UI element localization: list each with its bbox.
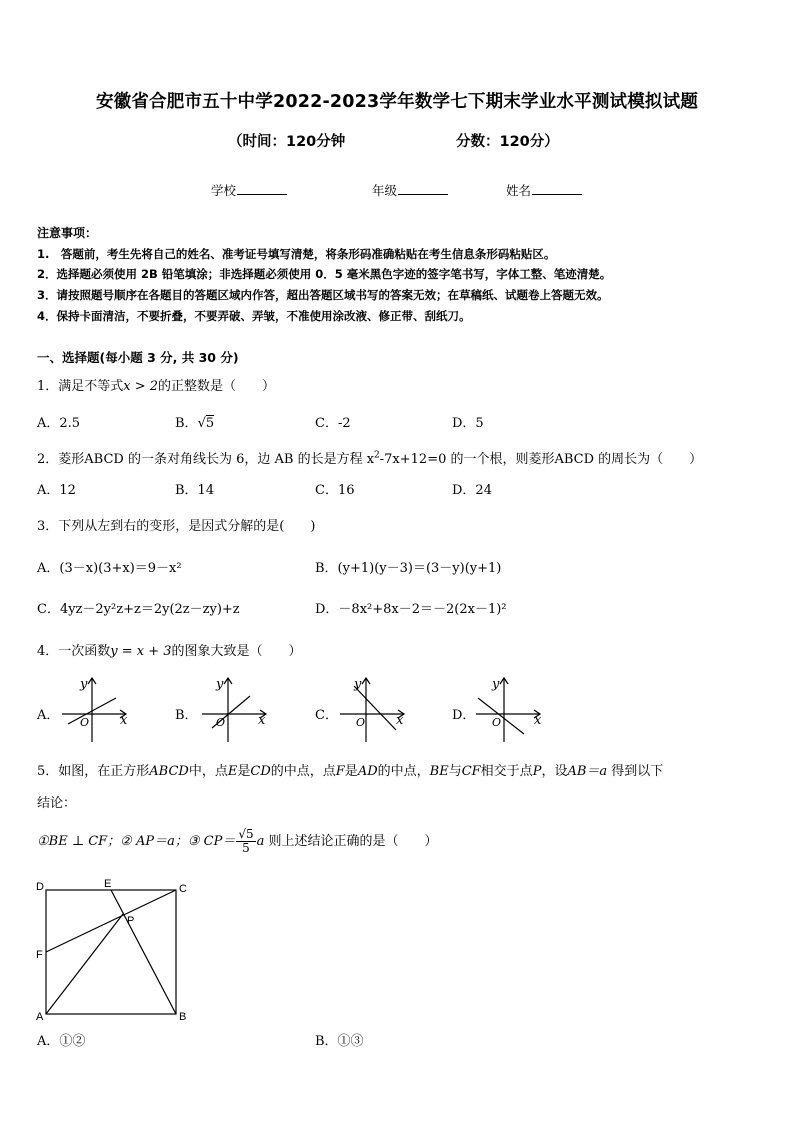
q5-option-b[interactable]: B．①③ bbox=[315, 1034, 364, 1049]
q5-square-figure bbox=[34, 878, 194, 1023]
axis-y-label: y bbox=[354, 677, 362, 692]
grade-label: 年级 bbox=[372, 183, 398, 198]
point-p-label: P bbox=[127, 915, 135, 927]
q5-math: CF bbox=[461, 764, 481, 779]
exam-time: （时间：120分钟 bbox=[228, 134, 346, 150]
q1-option-a[interactable]: A．2.5 bbox=[37, 416, 81, 431]
q5-math: F bbox=[335, 764, 345, 779]
q4-math: y = x + 3 bbox=[110, 644, 172, 659]
q5-conclusion-1: ①BE ⊥ CF bbox=[37, 834, 108, 850]
q4-option-a[interactable]: A． bbox=[37, 708, 60, 723]
axis-x-label: x bbox=[396, 713, 404, 728]
question-5-line2: 结论： bbox=[37, 796, 77, 811]
q5-text: 的中点，点 bbox=[270, 764, 336, 779]
q4-option-d[interactable]: D． bbox=[452, 708, 476, 723]
q2-option-c[interactable]: C．16 bbox=[315, 483, 355, 498]
q5-text: 5．如图，在正方形 bbox=[37, 764, 150, 779]
note-item: 2．选择题必须使用 2B 铅笔填涂；非选择题必须使用 0．5 毫米黑色字迹的签字笔书写，字体工整、笔迹清楚。 bbox=[37, 267, 612, 281]
q5-math: AD bbox=[357, 764, 378, 779]
question-5-line1 bbox=[37, 760, 663, 779]
q4-graph-b bbox=[198, 674, 278, 744]
q4-graph-a bbox=[58, 674, 138, 744]
axis-y-label: y bbox=[80, 677, 88, 692]
q5-text: 中，点 bbox=[188, 764, 228, 779]
grade-field bbox=[372, 181, 448, 199]
q5-conclusion-2: ；② AP＝a bbox=[107, 834, 175, 850]
origin-label: O bbox=[80, 716, 90, 729]
q4-pre: 4．一次函数 bbox=[37, 644, 111, 659]
sqrt-icon: √ bbox=[197, 416, 206, 431]
axis-x-label: x bbox=[120, 713, 128, 728]
q5-text: 是 bbox=[344, 764, 358, 779]
q3-option-d[interactable]: D．－8x²+8x－2＝－2(2x－1)² bbox=[315, 602, 507, 617]
note-item: 1. 答题前，考生先将自己的姓名、准考证号填写清楚，将条形码准确粘贴在考生信息条形码粘贴区。 bbox=[37, 247, 556, 261]
school-blank[interactable] bbox=[237, 182, 287, 195]
point-c-label: C bbox=[179, 883, 187, 895]
point-d-label: D bbox=[36, 881, 44, 893]
point-a-label: A bbox=[36, 1011, 44, 1023]
line-be bbox=[111, 890, 176, 1014]
origin-label: O bbox=[356, 716, 366, 729]
axis-x-label: x bbox=[258, 713, 266, 728]
q4-graph-d bbox=[472, 674, 552, 744]
q5-math: AB＝a bbox=[567, 764, 608, 779]
school-field bbox=[211, 181, 287, 199]
q2-option-b[interactable]: B．14 bbox=[175, 483, 215, 498]
grade-blank[interactable] bbox=[398, 182, 448, 195]
q5-text: 的中点， bbox=[377, 764, 430, 779]
question-5-conclusions bbox=[37, 828, 438, 855]
q5-post: 则上述结论正确的是（ ） bbox=[264, 834, 438, 850]
q5-option-a[interactable]: A．①② bbox=[37, 1034, 86, 1049]
q5-text: ，设 bbox=[541, 764, 568, 779]
exam-title: 安徽省合肥市五十中学2022-2023学年数学七下期末学业水平测试模拟试题 bbox=[95, 92, 699, 112]
square-abcd bbox=[46, 890, 176, 1014]
question-3: 3．下列从左到右的变形，是因式分解的是( ) bbox=[37, 519, 316, 534]
origin-label: O bbox=[492, 716, 502, 729]
q2-text-a: 2．菱形ABCD 的一条对角线长为 6，边 AB 的长是方程 x bbox=[37, 452, 375, 467]
q5-fraction bbox=[236, 828, 255, 855]
q2-sup: 2 bbox=[374, 450, 380, 461]
note-item: 3．请按照题号顺序在各题目的答题区域内作答，超出答题区域书写的答案无效；在草稿纸、试题卷上答题无效。 bbox=[37, 288, 609, 302]
q1-option-b-label: B． bbox=[175, 416, 198, 431]
question-4 bbox=[37, 640, 302, 659]
q2-option-a[interactable]: A．12 bbox=[37, 483, 76, 498]
q1-pre: 1．满足不等式 bbox=[37, 379, 124, 394]
name-field bbox=[506, 181, 582, 199]
q5-text: 是 bbox=[237, 764, 251, 779]
point-b-label: B bbox=[179, 1011, 187, 1023]
q5-math: P bbox=[532, 764, 542, 779]
q3-option-a[interactable]: A．(3－x)(3+x)＝9－x² bbox=[37, 561, 182, 576]
q5-conclusion-3: ；③ CP＝ bbox=[174, 834, 236, 850]
q5-math: E bbox=[227, 764, 238, 779]
line-cf bbox=[46, 890, 176, 952]
q4-option-c[interactable]: C． bbox=[315, 708, 338, 723]
question-1 bbox=[37, 375, 275, 394]
q5-math: CD bbox=[250, 764, 271, 779]
q1-option-d[interactable]: D．5 bbox=[452, 416, 484, 431]
point-e-label: E bbox=[104, 878, 112, 890]
q3-option-c[interactable]: C．4yz－2y²z+z＝2y(2z－zy)+z bbox=[37, 602, 240, 617]
q3-option-b[interactable]: B．(y+1)(y－3)＝(3－y)(y+1) bbox=[315, 561, 502, 576]
notes-heading: 注意事项： bbox=[37, 226, 98, 240]
q5-math: ABCD bbox=[149, 764, 189, 779]
q4-option-b[interactable]: B． bbox=[175, 708, 198, 723]
exam-score: 分数：120分） bbox=[456, 134, 559, 150]
q5-text: 得到以下 bbox=[607, 764, 664, 779]
q5-text: 与 bbox=[448, 764, 462, 779]
axis-y-label: y bbox=[216, 677, 224, 692]
q2-option-d[interactable]: D．24 bbox=[452, 483, 492, 498]
question-2 bbox=[37, 448, 702, 467]
q1-sqrt-arg: 5 bbox=[205, 416, 215, 431]
point-f-label: F bbox=[36, 949, 43, 961]
origin-label: O bbox=[216, 716, 226, 729]
axis-x-label: x bbox=[534, 713, 542, 728]
q1-option-c[interactable]: C．-2 bbox=[315, 416, 351, 431]
q5-math: BE bbox=[429, 764, 449, 779]
school-label: 学校 bbox=[211, 183, 237, 198]
note-item: 4．保持卡面清洁，不要折叠，不要弄破、弄皱，不准使用涂改液、修正带、刮纸刀。 bbox=[37, 309, 471, 323]
name-blank[interactable] bbox=[532, 182, 582, 195]
q5-frac-den: 5 bbox=[242, 841, 250, 856]
line-ap bbox=[46, 914, 123, 1014]
q4-graph-c bbox=[336, 674, 416, 744]
q5-text: 相交于点 bbox=[480, 764, 533, 779]
q4-post: 的图象大致是（ ） bbox=[171, 644, 302, 659]
q1-option-b[interactable] bbox=[175, 412, 214, 431]
q5-conclusion-3-a: a bbox=[256, 834, 265, 850]
q1-post: 的正整数是（ ） bbox=[158, 379, 276, 394]
q1-math: x > 2 bbox=[123, 379, 159, 394]
q2-text-b: -7x+12=0 的一个根，则菱形ABCD 的周长为（ ） bbox=[379, 452, 703, 467]
name-label: 姓名 bbox=[506, 183, 532, 198]
section-title: 一、选择题(每小题 3 分, 共 30 分) bbox=[37, 350, 239, 365]
q5-frac-num: √5 bbox=[238, 827, 254, 841]
axis-y-label: y bbox=[492, 677, 500, 692]
